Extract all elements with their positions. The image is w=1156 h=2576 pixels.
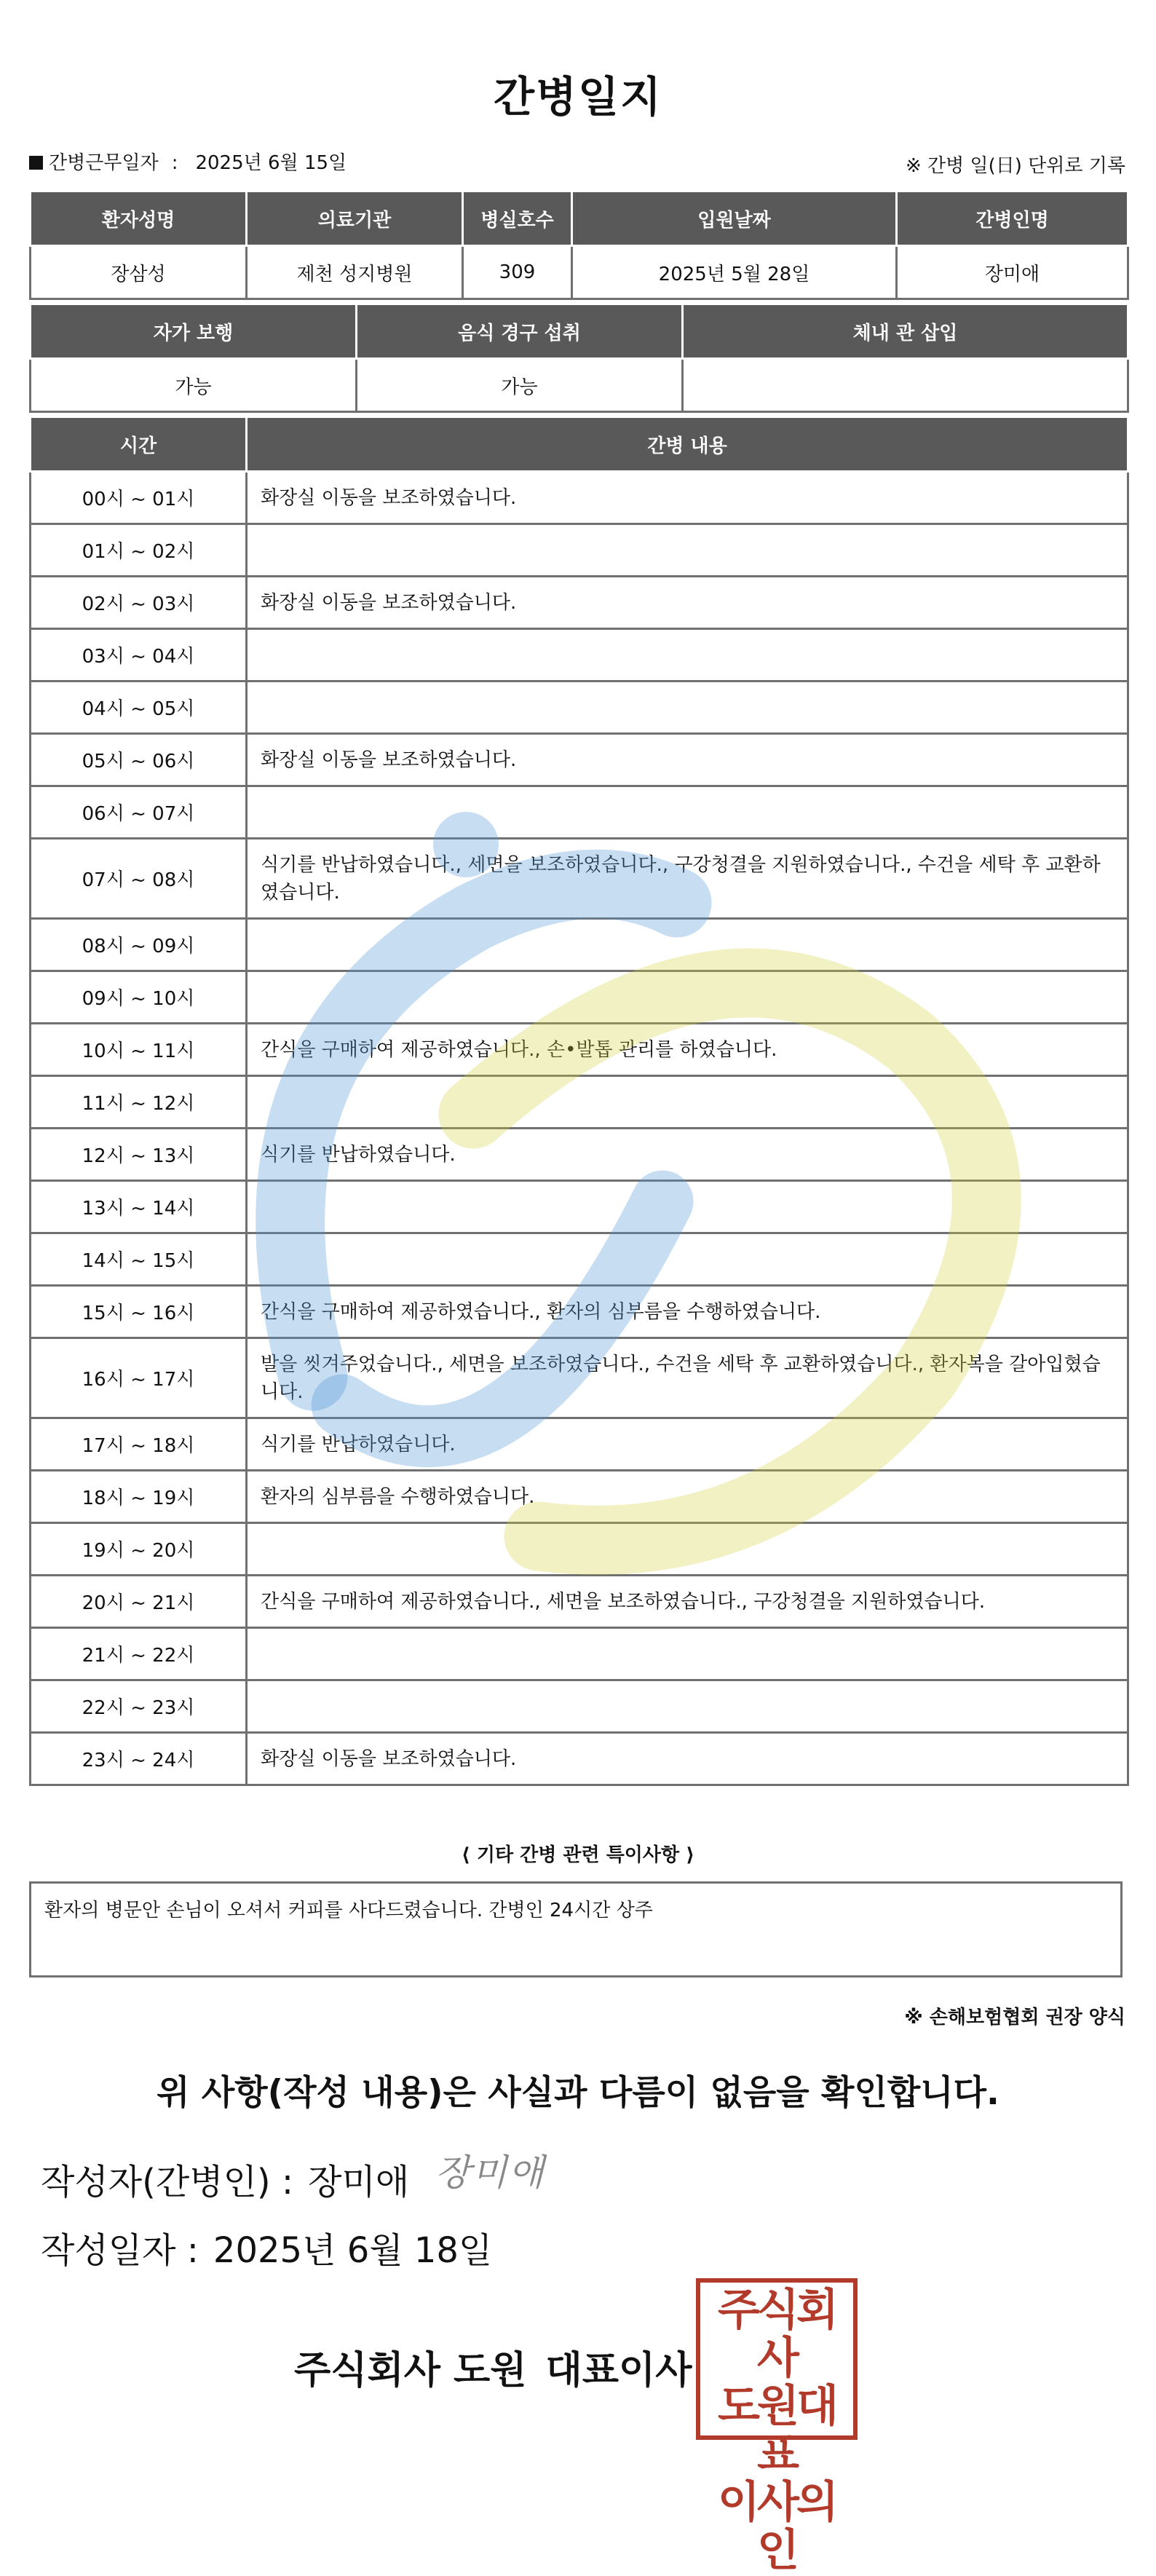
admission-date: 2025년 5월 28일 [572, 246, 897, 299]
header-oral-intake: 음식 경구 섭취 [357, 305, 683, 359]
care-log-content: 화장실 이동을 보조하였습니다. [247, 472, 1128, 524]
patient-status-table [29, 305, 1129, 413]
writer-label: 작성자(간병인) : [41, 2162, 294, 2202]
care-log-time: 20시 ~ 21시 [31, 1576, 247, 1628]
care-log-time: 12시 ~ 13시 [31, 1129, 247, 1181]
recommend-note: ※ 손해보험협회 권장 양식 [904, 2007, 1125, 2028]
care-log-time: 09시 ~ 10시 [31, 971, 247, 1024]
care-log-content: 간식을 구매하여 제공하였습니다., 환자의 심부름을 수행하였습니다. [247, 1286, 1128, 1338]
care-log-content [247, 786, 1128, 839]
care-log-time: 06시 ~ 07시 [31, 786, 247, 839]
care-log-row [31, 1733, 1128, 1785]
header-tube: 체내 관 삽입 [683, 305, 1128, 359]
company-representative: 대표이사 [545, 2349, 692, 2393]
care-log-time: 11시 ~ 12시 [31, 1076, 247, 1129]
company-line [294, 2339, 692, 2394]
patient-info-table [29, 192, 1129, 300]
care-log-content: 발을 씻겨주었습니다., 세면을 보조하였습니다., 수건을 세탁 후 교환하였습니다., 환자복을 갈아입혔습니다. [247, 1338, 1128, 1418]
work-date-value: 2025년 6월 15일 [195, 152, 347, 174]
care-log-row [31, 839, 1128, 919]
care-log-time: 16시 ~ 17시 [31, 1338, 247, 1418]
seal-line: 도원대표 [718, 2381, 836, 2480]
company-name: 주식회사 도원 [294, 2349, 527, 2393]
written-date-label: 작성일자 : [41, 2230, 199, 2271]
care-log-row [31, 1129, 1128, 1181]
hospital-name: 제천 성지병원 [247, 246, 463, 299]
care-log-time: 18시 ~ 19시 [31, 1471, 247, 1523]
header-hospital: 의료기관 [247, 192, 463, 246]
patient-status-value-row [31, 359, 1128, 412]
unit-note: ※ 간병 일(日) 단위로 기록 [905, 155, 1125, 177]
care-log-row [31, 1576, 1128, 1628]
header-care-content: 간병 내용 [247, 418, 1128, 472]
care-log-content [247, 681, 1128, 734]
room-number: 309 [463, 246, 572, 299]
written-date-value: 2025년 6월 18일 [213, 2230, 493, 2271]
confirmation-statement: 위 사항(작성 내용)은 사실과 다름이 없음을 확인합니다. [157, 2073, 999, 2113]
care-log-content: 화장실 이동을 보조하였습니다. [247, 577, 1128, 629]
care-log-content: 식기를 반납하였습니다. [247, 1129, 1128, 1181]
care-log-row [31, 786, 1128, 839]
care-log-content: 식기를 반납하였습니다., 세면을 보조하였습니다., 구강청결을 지원하였습니다., 수건을 세탁 후 교환하였습니다. [247, 839, 1128, 919]
care-log-table [29, 418, 1129, 1786]
care-log-content: 식기를 반납하였습니다. [247, 1418, 1128, 1471]
writer-name: 장미애 [308, 2162, 410, 2202]
patient-status-header-row [31, 305, 1128, 359]
care-log-row [31, 1233, 1128, 1286]
care-log-content: 간식을 구매하여 제공하였습니다., 세면을 보조하였습니다., 구강청결을 지원하였습니다. [247, 1576, 1128, 1628]
page-title: 간병일지 [493, 72, 663, 122]
writer-line [41, 2154, 409, 2204]
work-date-colon: : [171, 152, 178, 174]
care-log-time: 00시 ~ 01시 [31, 472, 247, 524]
care-log-time: 07시 ~ 08시 [31, 839, 247, 919]
care-log-row [31, 919, 1128, 971]
care-log-row [31, 734, 1128, 786]
care-log-row [31, 1680, 1128, 1733]
care-log-row [31, 472, 1128, 524]
company-seal [696, 2278, 858, 2576]
care-log-row [31, 1471, 1128, 1523]
care-log-content: 환자의 심부름을 수행하였습니다. [247, 1471, 1128, 1523]
work-date [29, 148, 347, 175]
care-log-time: 15시 ~ 16시 [31, 1286, 247, 1338]
care-log-content [247, 1523, 1128, 1576]
care-log-row [31, 681, 1128, 734]
care-log-row [31, 629, 1128, 681]
care-log-row [31, 1181, 1128, 1233]
handwritten-signature: 장미애 [435, 2152, 545, 2194]
care-log-content: 간식을 구매하여 제공하였습니다., 손•발톱 관리를 하였습니다. [247, 1024, 1128, 1076]
care-log-row [31, 971, 1128, 1024]
care-log-row [31, 524, 1128, 577]
caregiver-name: 장미애 [897, 246, 1128, 299]
written-date-line [41, 2222, 492, 2272]
care-log-content [247, 1076, 1128, 1129]
care-log-content [247, 1628, 1128, 1680]
care-log-row [31, 577, 1128, 629]
care-log-content: 화장실 이동을 보조하였습니다. [247, 1733, 1128, 1785]
care-log-row [31, 1338, 1128, 1418]
header-time: 시간 [31, 418, 247, 472]
care-log-time: 10시 ~ 11시 [31, 1024, 247, 1076]
patient-name: 장삼성 [31, 246, 247, 299]
care-log-content [247, 1181, 1128, 1233]
care-log-row [31, 1286, 1128, 1338]
header-caregiver: 간병인명 [897, 192, 1128, 246]
care-log-time: 23시 ~ 24시 [31, 1733, 247, 1785]
care-log-time: 03시 ~ 04시 [31, 629, 247, 681]
care-log-row [31, 1076, 1128, 1129]
square-bullet-icon [29, 156, 43, 170]
care-log-content [247, 524, 1128, 577]
special-notes-box [29, 1881, 1123, 1978]
care-log-header-row [31, 418, 1128, 472]
care-log-row [31, 1418, 1128, 1471]
header-room: 병실호수 [463, 192, 572, 246]
care-log-row [31, 1024, 1128, 1076]
special-notes-title: ⟨ 기타 간병 관련 특이사항 ⟩ [461, 1844, 695, 1866]
patient-info-value-row [31, 246, 1128, 299]
care-log-time: 13시 ~ 14시 [31, 1181, 247, 1233]
care-log-time: 01시 ~ 02시 [31, 524, 247, 577]
work-date-label: 간병근무일자 [49, 152, 159, 174]
care-log-time: 17시 ~ 18시 [31, 1418, 247, 1471]
care-log-time: 19시 ~ 20시 [31, 1523, 247, 1576]
care-log-content [247, 629, 1128, 681]
walking-status: 가능 [31, 359, 357, 412]
tube-status [683, 359, 1128, 412]
header-admission-date: 입원날짜 [572, 192, 897, 246]
seal-line: 이사의인 [718, 2477, 836, 2576]
seal-line: 주식회사 [718, 2285, 836, 2384]
special-notes-content: 환자의 병문안 손님이 오셔서 커피를 사다드렸습니다. 간병인 24시간 상주 [44, 1900, 653, 1921]
care-log-row [31, 1523, 1128, 1576]
care-log-time: 04시 ~ 05시 [31, 681, 247, 734]
care-log-content [247, 1233, 1128, 1286]
patient-info-header-row [31, 192, 1128, 246]
header-patient-name: 환자성명 [31, 192, 247, 246]
care-log-content: 화장실 이동을 보조하였습니다. [247, 734, 1128, 786]
care-log-time: 14시 ~ 15시 [31, 1233, 247, 1286]
oral-intake-status: 가능 [357, 359, 683, 412]
care-log-time: 02시 ~ 03시 [31, 577, 247, 629]
care-log-time: 08시 ~ 09시 [31, 919, 247, 971]
care-log-time: 21시 ~ 22시 [31, 1628, 247, 1680]
header-walking: 자가 보행 [31, 305, 357, 359]
care-log-content [247, 971, 1128, 1024]
care-log-time: 22시 ~ 23시 [31, 1680, 247, 1733]
care-log-content [247, 1680, 1128, 1733]
care-log-row [31, 1628, 1128, 1680]
care-log-time: 05시 ~ 06시 [31, 734, 247, 786]
care-log-content [247, 919, 1128, 971]
